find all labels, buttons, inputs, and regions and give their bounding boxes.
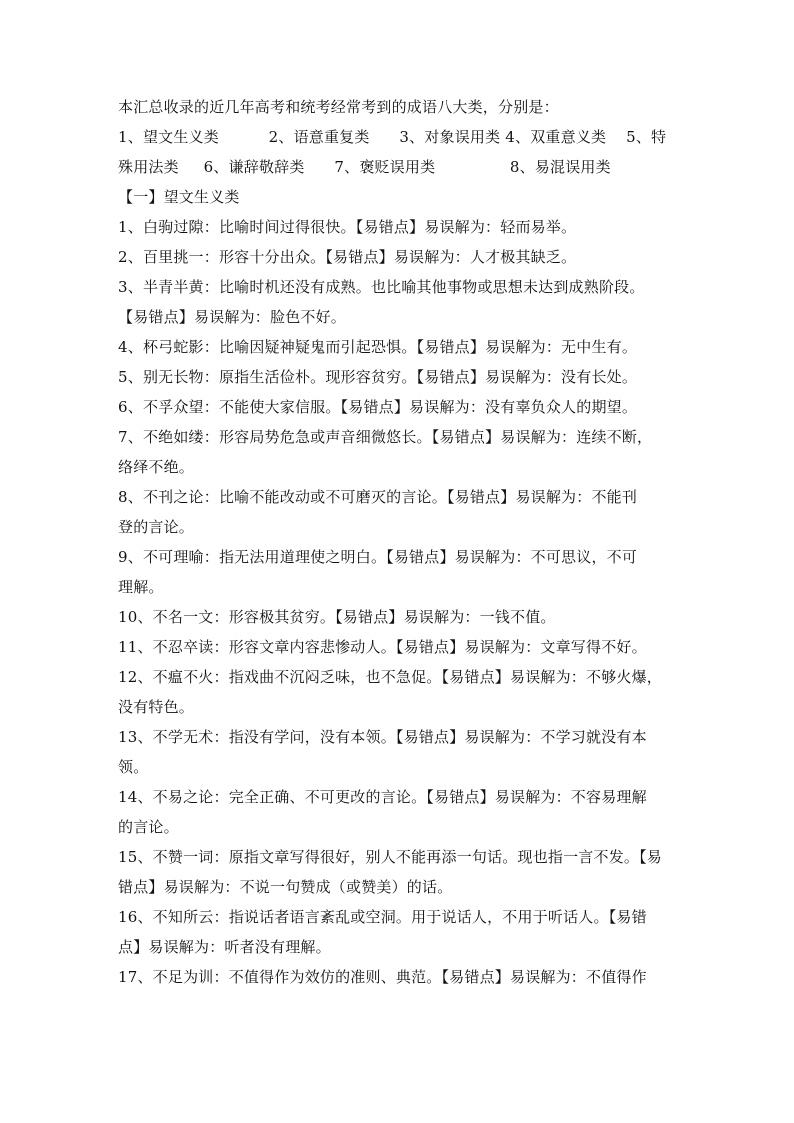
text-line: 点】易误解为：听者没有理解。 [118,938,331,956]
text-line: 3、半青半黄：比喻时机还没有成熟。也比喻其他事物或思想未达到成熟阶段。 [118,278,645,296]
text-line: 登的言论。 [118,518,195,536]
text-line: 理解。 [118,578,164,596]
document-body [118,92,678,992]
section-heading: 【一】望文生义类 [118,188,240,206]
text-line: 12、不瘟不火：指戏曲不沉闷乏味，也不急促。【易错点】易误解为：不够火爆， [118,668,662,686]
text-line: 14、不易之论：完全正确、不可更改的言论。【易错点】易误解为：不容易理解 [118,788,647,806]
text-line: 4、杯弓蛇影：比喻因疑神疑鬼而引起恐惧。【易错点】易误解为：无中生有。 [118,338,638,356]
text-line: 没有特色。 [118,698,195,716]
text-line: 络绎不绝。 [118,458,195,476]
text-line: 11、不忍卒读：形容文章内容悲惨动人。【易错点】易误解为：文章写得不好。 [118,638,647,656]
text-line: 8、不刊之论：比喻不能改动或不可磨灭的言论。【易错点】易误解为：不能刊 [118,488,638,506]
text-line: 5、别无长物：原指生活俭朴。现形容贫穷。【易错点】易误解为：没有长处。 [118,368,638,386]
text-line: 17、不足为训：不值得作为效仿的准则、典范。【易错点】易误解为：不值得作 [118,968,647,986]
text-line: 15、不赞一词：原指文章写得很好，别人不能再添一句话。现也指一言不发。【易 [118,848,662,866]
category-list-line-2: 殊用法类 6、谦辞敬辞类 7、褒贬误用类 8、易混误用类 [118,158,611,176]
text-line: 6、不孚众望：不能使大家信服。【易错点】易误解为：没有辜负众人的期望。 [118,398,638,416]
intro-paragraph: 本汇总收录的近几年高考和统考经常考到的成语八大类，分别是： [118,98,559,116]
text-line: 的言论。 [118,818,179,836]
text-line: 7、不绝如缕：形容局势危急或声音细微悠长。【易错点】易误解为：连续不断， [118,428,653,446]
text-line: 16、不知所云：指说话者语言紊乱或空洞。用于说话人，不用于听话人。【易错 [118,908,647,926]
text-line: 【易错点】易误解为：脸色不好。 [118,308,347,326]
text-line: 13、不学无术：指没有学问，没有本领。【易错点】易误解为：不学习就没有本 [118,728,647,746]
text-line: 1、白驹过隙：比喻时间过得很快。【易错点】易误解为：轻而易举。 [118,218,577,236]
text-line: 9、不可理喻：指无法用道理使之明白。【易错点】易误解为：不可思议，不可 [118,548,638,566]
text-line: 错点】易误解为：不说一句赞成（或赞美）的话。 [118,878,453,896]
text-line: 10、不名一文：形容极其贫穷。【易错点】易误解为：一钱不值。 [118,608,556,626]
text-line: 2、百里挑一：形容十分出众。【易错点】易误解为：人才极其缺乏。 [118,248,577,266]
text-line: 领。 [118,758,149,776]
category-list-line-1: 1、望文生义类 2、语意重复类 3、对象误用类 4、双重意义类 5、特 [118,128,667,146]
